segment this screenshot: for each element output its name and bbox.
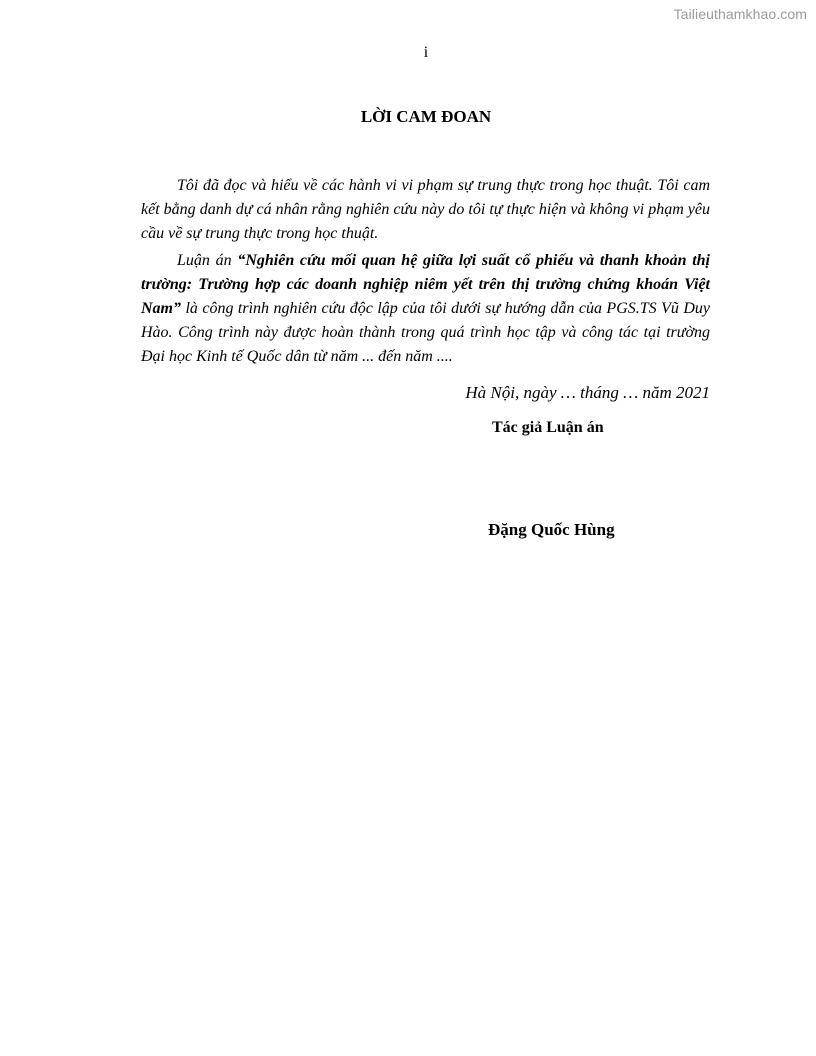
thesis-title: “Nghiên cứu mối quan hệ giữa lợi suất cổ phiếu và thanh khoản thị trường: Trường hợp các doanh nghiệp niêm yết trên thị trường chứng khoán Việt Nam” <box>141 252 710 317</box>
author-name: Đặng Quốc Hùng <box>488 520 615 539</box>
paragraph-prefix: Luận án <box>177 252 238 269</box>
declaration-paragraph-1: Tôi đã đọc và hiểu về các hành vi vi phạm sự trung thực trong học thuật. Tôi cam kết bằng danh dự cá nhân rằng nghiên cứu này do tôi tự thực hiện và không vi phạm yêu cầu về sự trung thực trong học thuật. <box>141 177 710 242</box>
date-line: Hà Nội, ngày … tháng … năm 2021 <box>465 383 710 402</box>
page-title: LỜI CAM ĐOAN <box>360 107 492 126</box>
declaration-body <box>141 174 710 369</box>
author-label: Tác giả Luận án <box>492 419 604 436</box>
watermark: Tailieuthamkhao.com <box>673 6 807 22</box>
page-number: i <box>423 44 429 61</box>
paragraph-suffix: là công trình nghiên cứu độc lập của tôi dưới sự hướng dẫn của PGS.TS Vũ Duy Hào. Công trình này được hoàn thành trong quá trình học tập và công tác tại trường Đại học Kinh tế Quốc dân từ năm ... đến năm .... <box>141 300 710 365</box>
declaration-paragraph-2 <box>141 249 710 369</box>
